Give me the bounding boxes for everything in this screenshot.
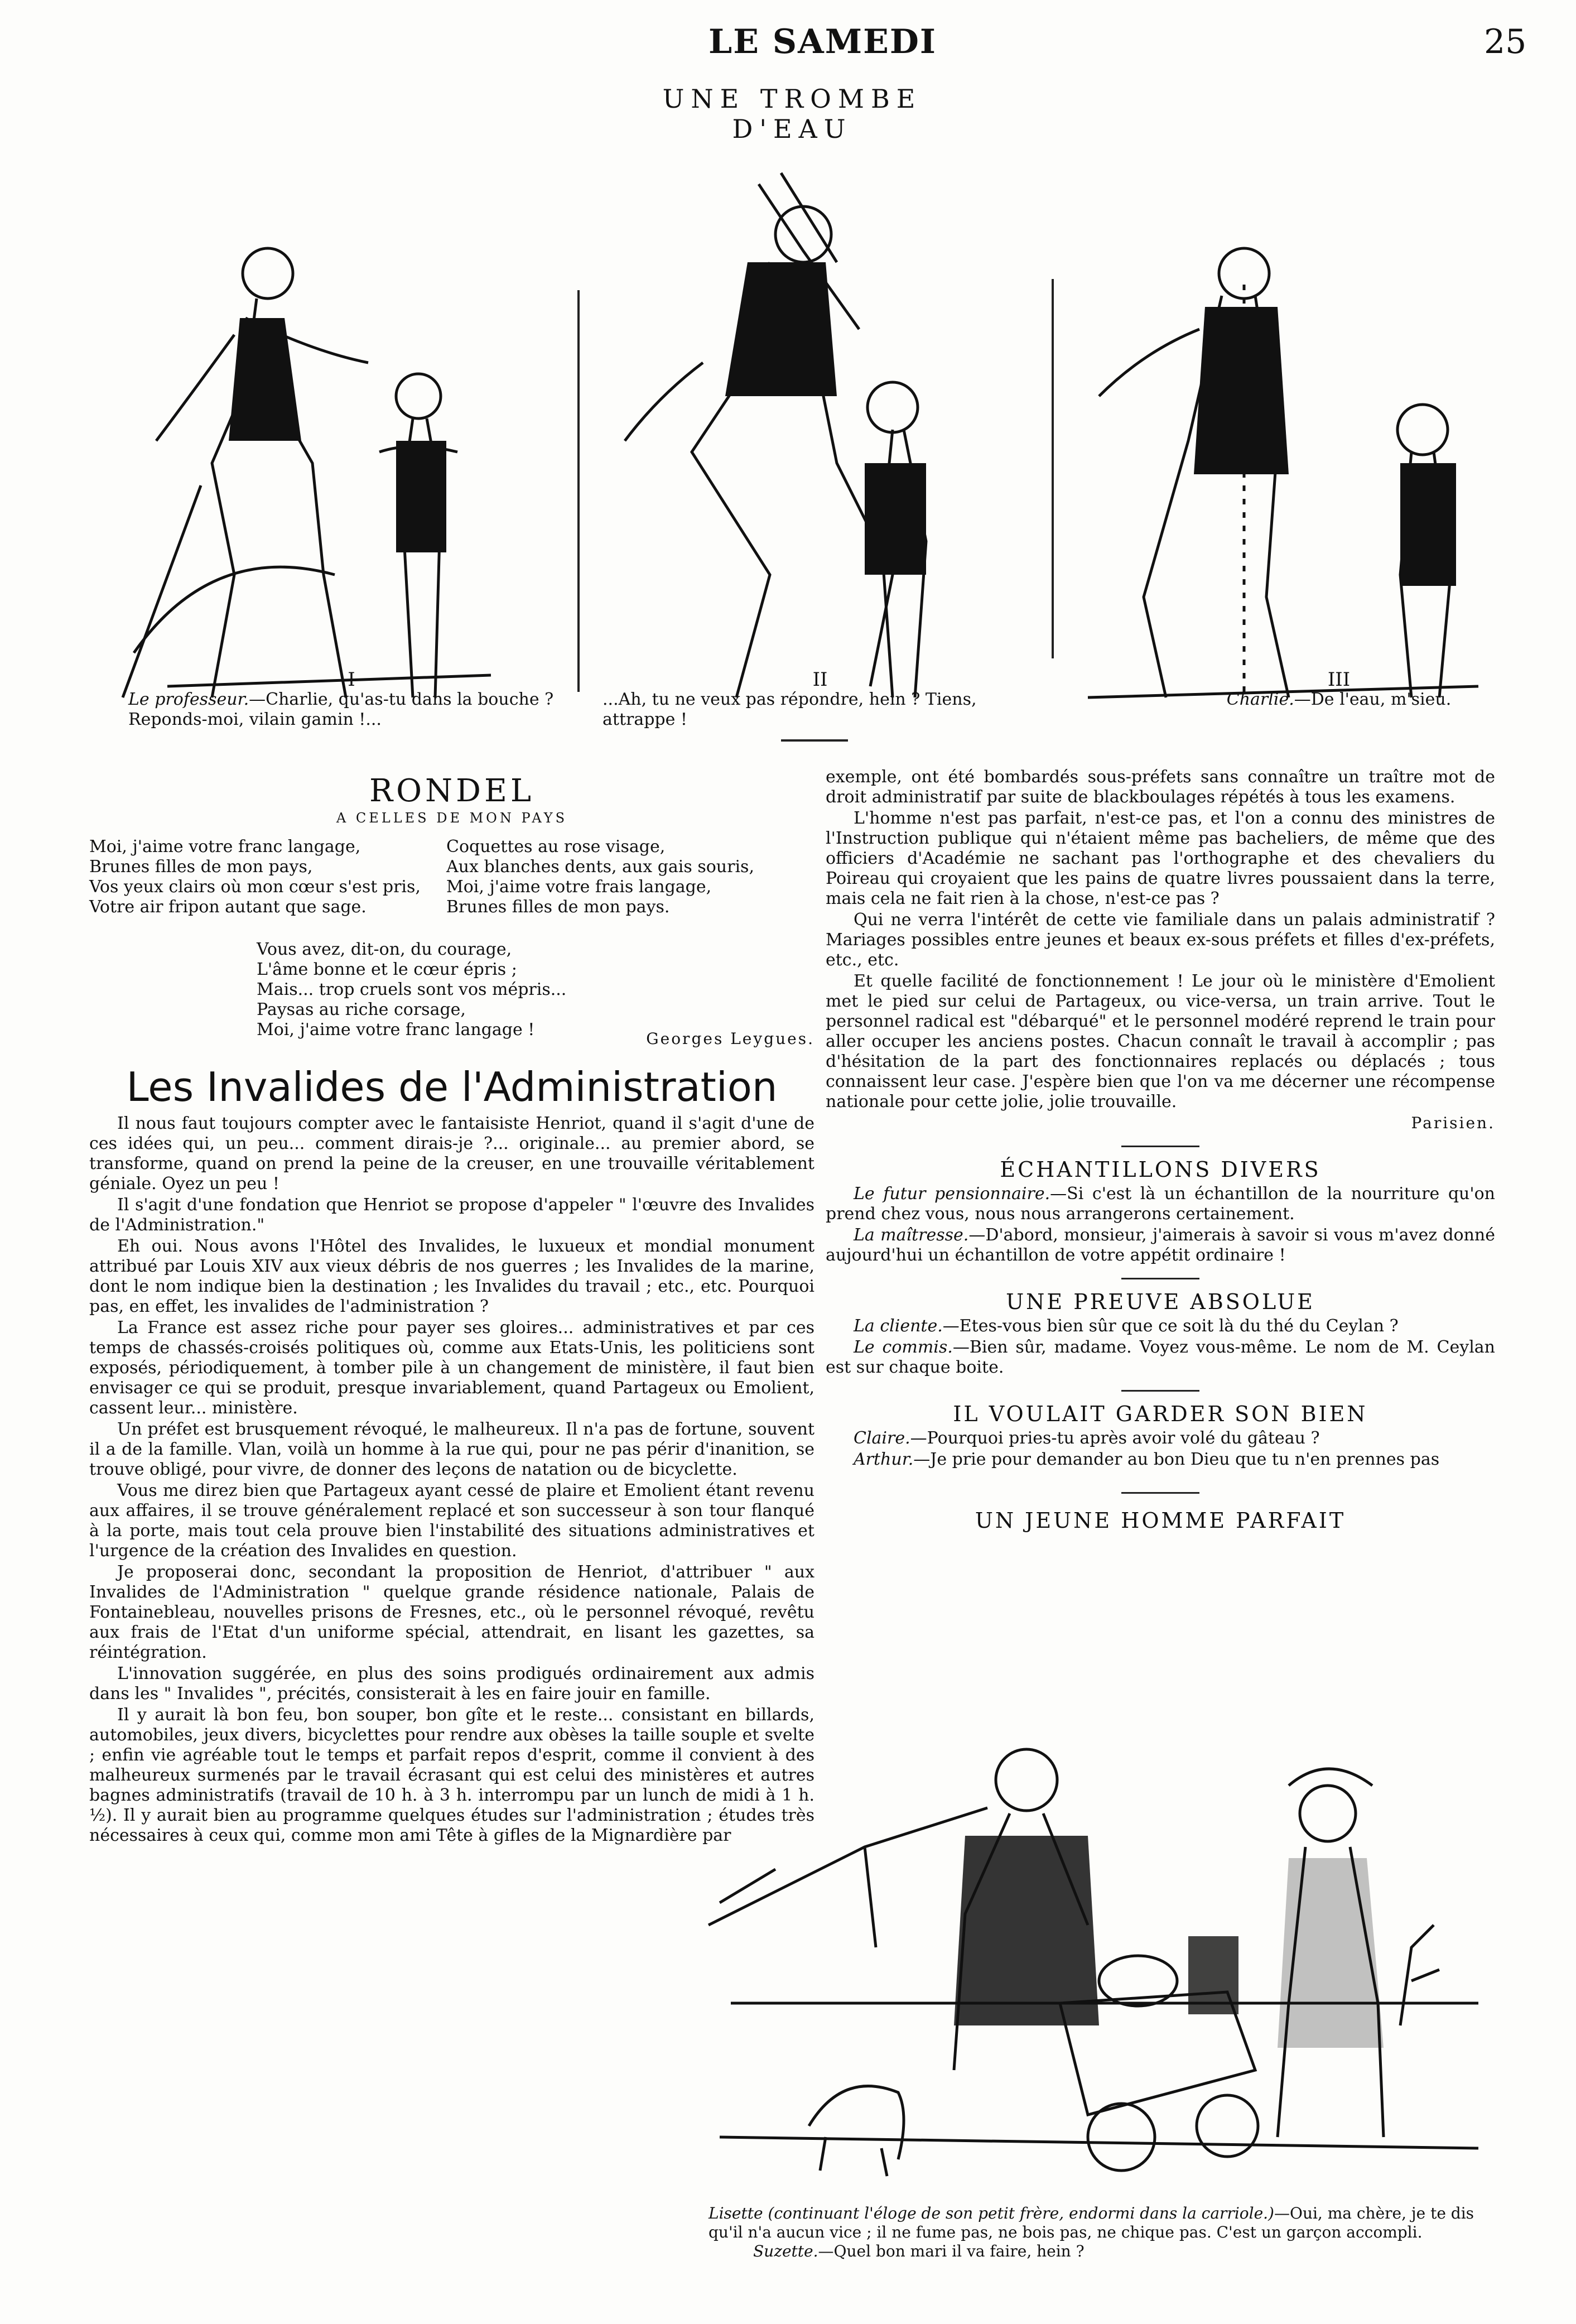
jeune-homme-illustration xyxy=(697,1713,1495,2193)
dialogue-line xyxy=(826,1428,1495,1449)
divider xyxy=(1121,1390,1199,1392)
comic-panel-3-illustration xyxy=(1077,151,1501,709)
comic-caption-2 xyxy=(603,670,1038,730)
verse-line: Votre air fripon autant que sage. xyxy=(89,897,367,917)
wet-professor-illustration xyxy=(1077,151,1501,709)
echantillons-title: ÉCHANTILLONS DIVERS xyxy=(1000,1157,1321,1182)
caption-text: ...Ah, tu ne veux pas répondre, hein ? Tiens, attrappe ! xyxy=(603,690,977,729)
article-paragraph: Je proposerai donc, secondant la proposition de Henriot, d'attribuer " aux Invalides de l'Administration " quelque grande résidence nationale, Palais de Fontainebleau, nouvelles prisons de Fresnes, etc., où le personnel révoqué, revêtu aux frais de l'Etat d'un uniforme spécial, attendrait, en lisant les gazettes, sa réintégration. xyxy=(89,1562,814,1662)
dialogue-line xyxy=(826,1225,1495,1266)
panel-number: III xyxy=(1327,668,1351,691)
panel-divider xyxy=(1052,279,1054,658)
comic-caption-3 xyxy=(1172,670,1506,710)
verse-line: Moi, j'aime votre frais langage, xyxy=(446,877,712,897)
dialogue-text: —Bien sûr, madame. Voyez vous-même. Le nom de M. Ceylan est sur chaque boite. xyxy=(826,1337,1495,1377)
garder-title: IL VOULAIT GARDER SON BIEN xyxy=(953,1402,1368,1426)
article-paragraph: Il nous faut toujours compter avec le fantaisiste Henriot, quand il s'agit d'une de ces idées qui, un peu... comment dirais-je ?... originale... au premier abord, se transforme, quand on prend la peine de la creuser, en une trouvaille véritablement géniale. Oyez un peu ! xyxy=(89,1114,814,1194)
dialogue-text: —D'abord, monsieur, j'aimerais à savoir si vous m'avez donné aujourd'hui un échantillon de votre appétit ordinaire ! xyxy=(826,1225,1495,1265)
verse-line: Aux blanches dents, aux gais souris, xyxy=(446,857,754,877)
caption-speaker: Lisette (continuant l'éloge de son petit frère, endormi dans la carriole.) xyxy=(709,2204,1274,2222)
divider xyxy=(1121,1492,1199,1494)
article-paragraph: L'homme n'est pas parfait, n'est-ce pas, et l'on a connu des ministres de l'Instruction publique qui n'étaient même pas bacheliers, de même que des officiers d'Académie ne sachant pas l'orthographe et des chevaliers du Poireau qui croyaient que les pains de quatre livres poussaient dans la terre, mais cela ne fait rien à la chose, n'est-ce pas ? xyxy=(826,809,1495,908)
caption-text: —De l'eau, m'sieu. xyxy=(1294,690,1452,709)
rondel-author: Georges Leygues. xyxy=(646,1029,814,1048)
panel-divider xyxy=(577,290,580,692)
verse-line: Vous avez, dit-on, du courage, xyxy=(257,940,512,959)
divider xyxy=(781,739,848,742)
comic-panel-2-illustration xyxy=(603,151,1026,709)
dialogue-text: —Je prie pour demander au bon Dieu que tu n'en prennes pas xyxy=(913,1450,1440,1469)
dialogue-speaker: La maîtresse. xyxy=(854,1225,969,1245)
page-number: 25 xyxy=(1484,22,1527,61)
article-paragraph: Qui ne verra l'intérêt de cette vie familiale dans un palais administratif ? Mariages possibles entre jeunes et beaux ex-sous préfets et filles d'ex-préfets, etc., etc. xyxy=(826,910,1495,970)
dialogue-line xyxy=(826,1337,1495,1378)
article-paragraph: Un préfet est brusquement révoqué, le malheureux. Il n'a pas de fortune, souvent il a de la famille. Vlan, voilà un homme à la rue qui, pour ne pas périr d'inanition, se trouve obligé, pour vivre, de donner des leçons de natation ou de bicyclette. xyxy=(89,1420,814,1479)
dialogue-line xyxy=(826,1316,1495,1336)
dialogue-speaker: La cliente. xyxy=(854,1316,943,1336)
verse-line: Brunes filles de mon pays. xyxy=(446,897,670,917)
comic-caption-1 xyxy=(128,670,575,730)
comic-panel-1-illustration xyxy=(100,151,558,709)
verse-line: Mais... trop cruels sont vos mépris... xyxy=(257,980,567,999)
dialogue-speaker: Arthur. xyxy=(854,1450,914,1469)
left-column xyxy=(89,773,814,1847)
masthead xyxy=(0,22,1576,84)
rondel-stanza-1-left xyxy=(89,837,424,917)
dialogue-text: —Pourquoi pries-tu après avoir volé du gâteau ? xyxy=(910,1428,1320,1448)
divider xyxy=(1121,1278,1199,1279)
caption-speaker: Suzette. xyxy=(753,2242,818,2260)
preuve-title: UNE PREUVE ABSOLUE xyxy=(1006,1289,1315,1314)
jeune-homme-title: UN JEUNE HOMME PARFAIT xyxy=(975,1508,1346,1533)
rondel-stanza-2 xyxy=(257,940,814,1040)
article-signature: Parisien. xyxy=(1411,1114,1495,1132)
verse-line: Coquettes au rose visage, xyxy=(446,837,666,857)
rondel-dedication: A CELLES DE MON PAYS xyxy=(336,810,568,826)
article-paragraph: La France est assez riche pour payer ses gloires... administratives et par ces temps de chassés-croisés politiques où, comme aux Etats-Unis, les politiciens sont exposés, périodiquement, à tomber pile à un changement de ministère, il faut bien envisager ce qui se produit, presque invariablement, quand Partageux ou Emolient, cassent leur... ministère. xyxy=(89,1318,814,1418)
panel-number: II xyxy=(812,668,828,691)
rondel-stanza-1 xyxy=(89,837,814,917)
dialogue-line xyxy=(826,1450,1495,1470)
girls-with-pram-illustration xyxy=(697,1713,1495,2193)
dialogue-speaker: Claire. xyxy=(854,1428,910,1448)
professor-struck-by-water-illustration xyxy=(603,151,1026,709)
verse-line: Brunes filles de mon pays, xyxy=(89,857,313,877)
article-paragraph: L'innovation suggérée, en plus des soins prodigués ordinairement aux admis dans les " Invalides ", précités, consisterait à les en faire jouir en famille. xyxy=(89,1664,814,1704)
article-paragraph: Et quelle facilité de fonctionnement ! Le jour où le ministère d'Emolient met le pied sur celui de Partageux, ou vice-versa, un train arrive. Tout le personnel radical est "débarqué" et le personnel modéré reprend le train pour aller occuper les anciens postes. Chacun connaît le travail à accomplir ; pas d'hésitation de la part des fonctionnaires replacés ou déplacés ; tous connaissent leur case. J'espère bien que l'on va me décerner une récompense nationale pour cette jolie, jolie trouvaille. xyxy=(826,971,1495,1112)
verse-line: Moi, j'aime votre franc langage ! xyxy=(257,1020,535,1040)
verse-line: Moi, j'aime votre franc langage, xyxy=(89,837,361,857)
caption-text: —Quel bon mari il va faire, hein ? xyxy=(818,2242,1085,2260)
caption-text: —Oui, ma chère, je te dis qu'il n'a aucun vice ; il ne fume pas, ne bois pas, ne chique pas. C'est un garçon accompli. xyxy=(709,2204,1474,2241)
caption-text: —Charlie, qu'as-tu dans la bouche ? Reponds-moi, vilain gamin !... xyxy=(128,690,554,729)
dialogue-text: —Etes-vous bien sûr que ce soit là du thé du Ceylan ? xyxy=(942,1316,1399,1336)
dialogue-speaker: Le commis. xyxy=(854,1337,953,1357)
verse-line: Paysas au riche corsage, xyxy=(257,1000,466,1019)
rondel-title: RONDEL xyxy=(369,773,535,809)
article-paragraph: Il s'agit d'une fondation que Henriot se propose d'appeler " l'œuvre des Invalides de l'Administration." xyxy=(89,1195,814,1235)
article-paragraph: Eh oui. Nous avons l'Hôtel des Invalides, le luxueux et mondial monument attribué par Louis XIV aux vieux débris de nos guerres ; les Invalides de la marine, dont le nom indique bien la destination ; les Invalides du travail ; etc., etc. Pourquoi pas, en effet, les invalides de l'administration ? xyxy=(89,1236,814,1316)
caption-speaker: Le professeur. xyxy=(128,690,249,709)
divider xyxy=(1121,1146,1199,1147)
verse-line: Vos yeux clairs où mon cœur s'est pris, xyxy=(89,877,421,897)
article-paragraph: exemple, ont été bombardés sous-préfets sans connaître un traître mot de droit administratif par suite de blackboulages répétés à tous les examens. xyxy=(826,767,1495,807)
publication-title: LE SAMEDI xyxy=(709,22,937,61)
invalides-title: Les Invalides de l'Administration xyxy=(126,1064,778,1110)
article-paragraph: Il y aurait là bon feu, bon souper, bon gîte et le reste... consistant en billards, automobiles, jeux divers, bicyclettes pour rendre aux obèses la taille souple et svelte ; enfin vie agréable tout le temps et parfait repos d'esprit, comme il convient à des malheureux surmenés par le travail écrasant qui est celui des ministères et autres bagnes administratifs (travail de 10 h. à 3 h. interrompu par un lunch de midi à 1 h. ½). Il y aurait bien au programme quelques études sur l'administration ; études très nécessaires à ceux qui, comme mon ami Tête à gifles de la Mignardière par xyxy=(89,1705,814,1845)
article-paragraph: Vous me direz bien que Partageux ayant cessé de plaire et Emolient étant revenu aux affaires, il se trouve généralement replacé et son successeur à son tour flanqué à la porte, mais tout cela prouve bien l'instabilité des situations administratives et l'urgence de la création des Invalides en question. xyxy=(89,1481,814,1561)
jeune-homme-caption xyxy=(709,2204,1501,2261)
right-column xyxy=(826,767,1495,1531)
caption-speaker: Charlie. xyxy=(1226,690,1294,709)
verse-line: L'âme bonne et le cœur épris ; xyxy=(257,960,517,979)
panel-number: I xyxy=(348,668,355,691)
dialogue-text: —Si c'est là un échantillon de la nourriture qu'on prend chez vous, nous nous arrangerons certainement. xyxy=(826,1184,1495,1224)
professor-scolding-illustration xyxy=(100,151,558,709)
rondel-stanza-1-right xyxy=(446,837,792,917)
dialogue-line xyxy=(826,1184,1495,1224)
comic-title: UNE TROMBE D'EAU xyxy=(662,84,922,144)
dialogue-speaker: Le futur pensionnaire. xyxy=(854,1184,1050,1204)
